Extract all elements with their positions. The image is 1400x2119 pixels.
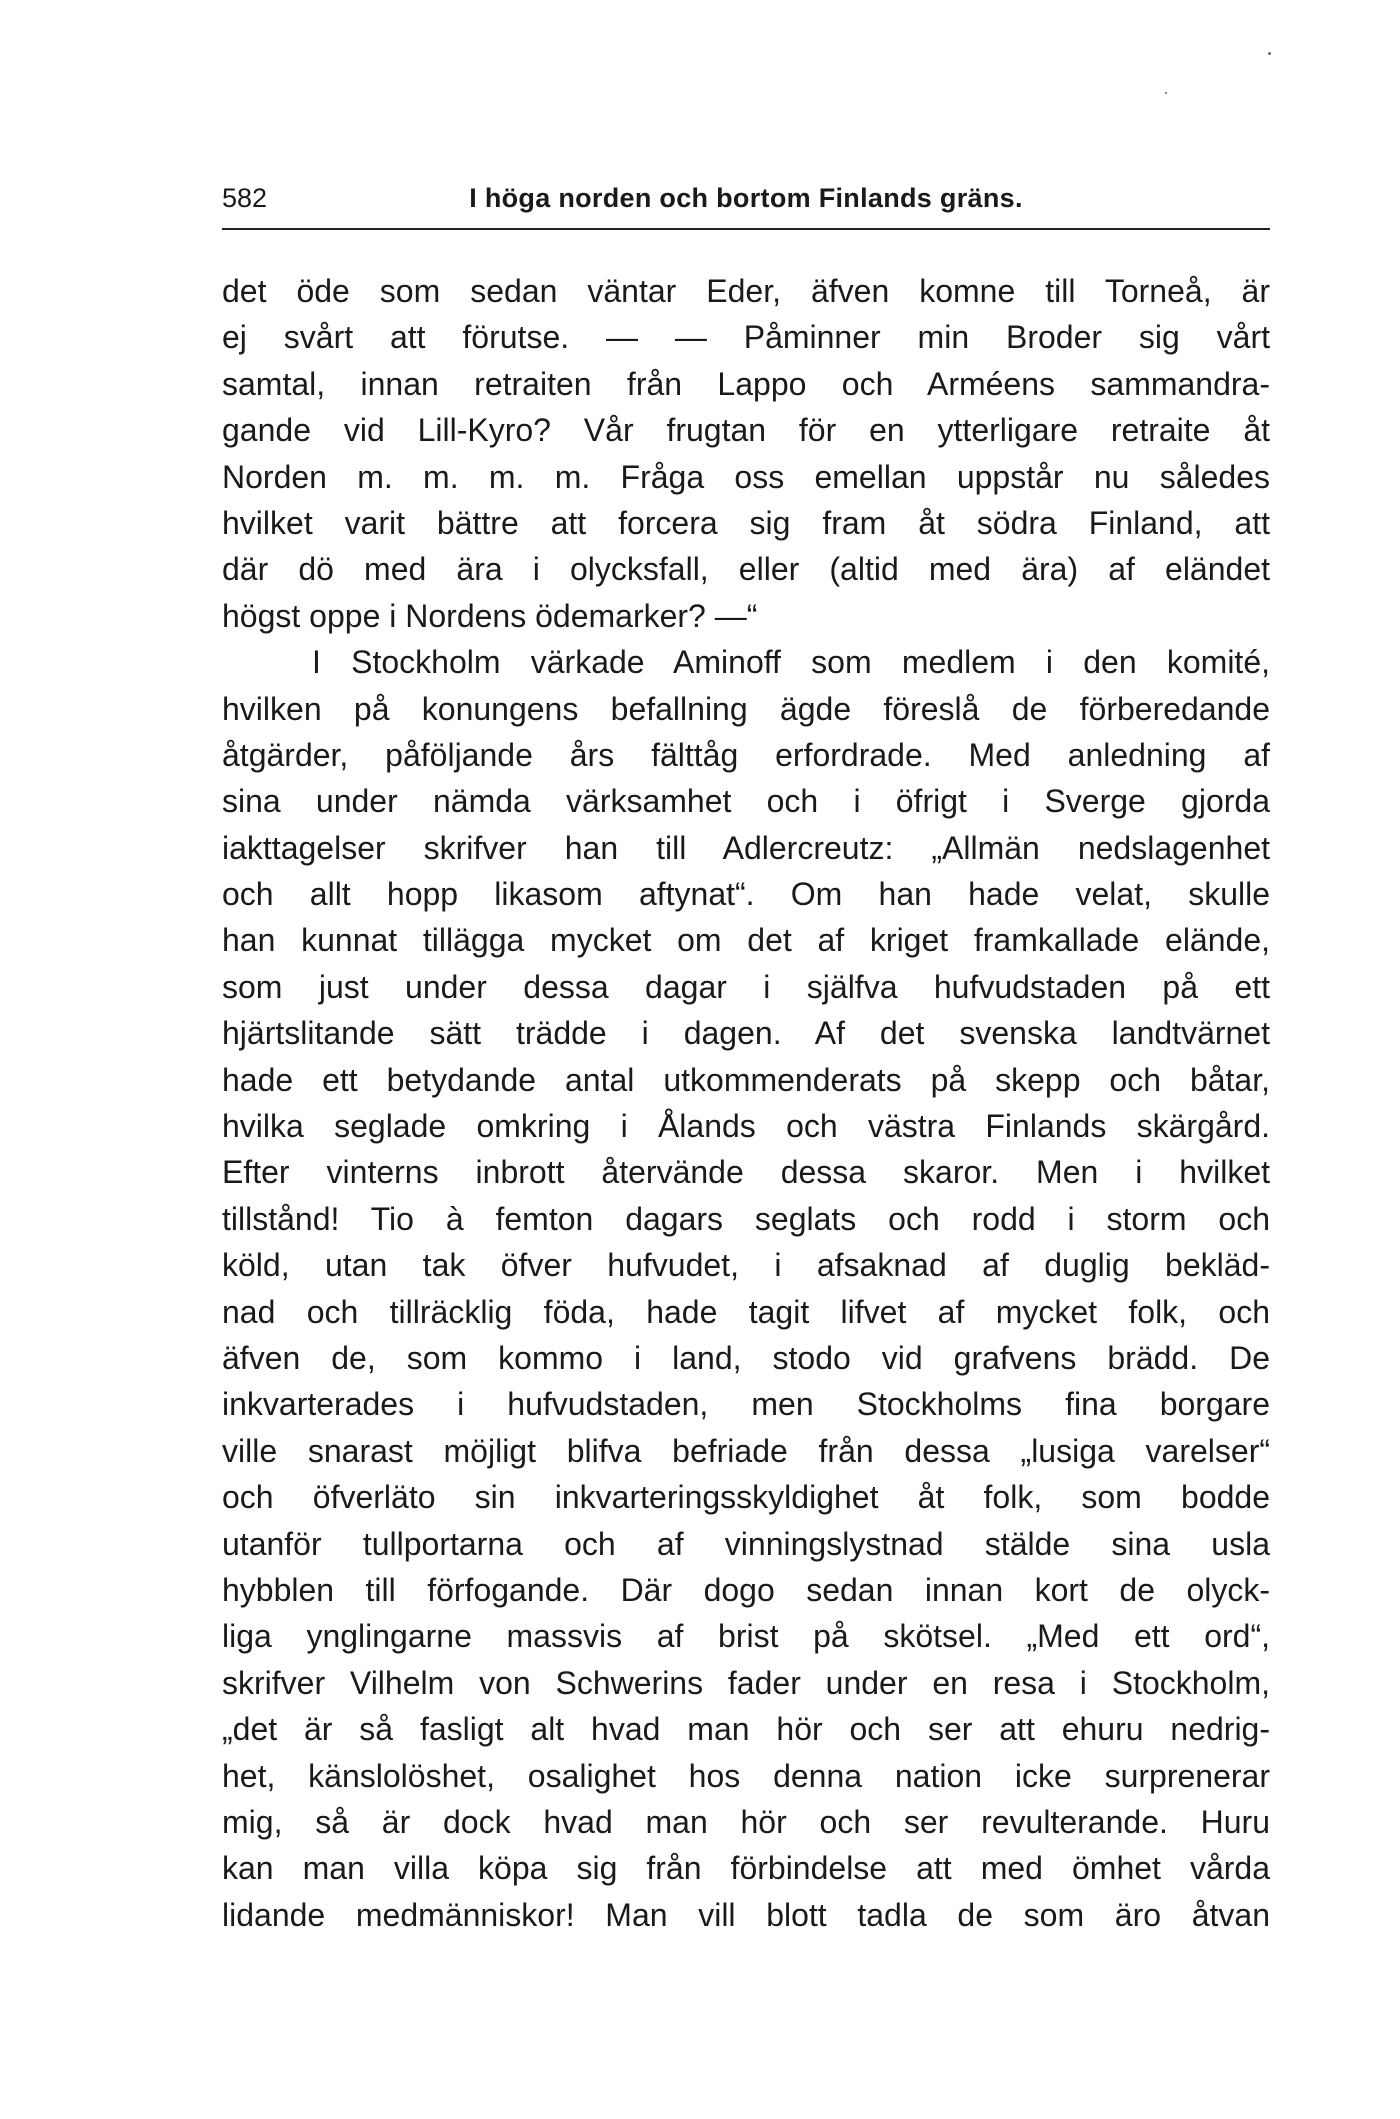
text-line: hvilka seglade omkring i Ålands och västra Finlands skärgård. [222,1108,1270,1145]
text-line: lidande medmänniskor! Man vill blott tadla de som äro åtvan [222,1896,1270,1933]
text-line: ville snarast möjligt blifva befriade från dessa „lusiga varelser“ [222,1432,1270,1469]
text-line: kan man villa köpa sig från förbindelse att med ömhet vårda [222,1850,1270,1887]
paper-speck [1268,52,1271,55]
text-line: Norden m. m. m. m. Fråga oss emellan uppstår nu således [222,458,1270,495]
text-line: gande vid Lill-Kyro? Vår frugtan för en ytterligare retraite åt [222,412,1270,449]
text-line: „det är så fasligt alt hvad man hör och ser att ehuru nedrig- [222,1711,1270,1748]
text-line: som just under dessa dagar i själfva hufvudstaden på ett [222,968,1270,1005]
text-line: hvilken på konungens befallning ägde föreslå de förberedande [222,690,1270,727]
text-line: I Stockholm värkade Aminoff som medlem i den komité, [312,644,1270,681]
header-rule [222,228,1270,230]
text-line: åtgärder, påföljande års fälttåg erfordrade. Med anledning af [222,736,1270,773]
text-line: och öfverläto sin inkvarteringsskyldighet åt folk, som bodde [222,1479,1270,1516]
text-line: sina under nämda värksamhet och i öfrigt i Sverge gjorda [222,783,1270,820]
text-line: Efter vinterns inbrott återvände dessa skaror. Men i hvilket [222,1154,1270,1191]
page-number: 582 [222,183,268,213]
text-line: köld, utan tak öfver hufvudet, i afsaknad af duglig bekläd- [222,1247,1270,1284]
text-line: äfven de, som kommo i land, stodo vid grafvens brädd. De [222,1339,1270,1376]
text-line: utanför tullportarna och af vinningslystnad stälde sina usla [222,1525,1270,1562]
text-line: iakttagelser skrifver han till Adlercreutz: „Allmän nedslagenhet [222,829,1270,866]
text-line: han kunnat tillägga mycket om det af kriget framkallade elände, [222,922,1270,959]
running-title: I höga norden och bortom Finlands gräns. [469,183,1023,213]
running-head [222,178,1270,218]
text-line: hjärtslitande sätt trädde i dagen. Af det svenska landtvärnet [222,1015,1270,1052]
body-text [222,268,1270,1938]
text-line: skrifver Vilhelm von Schwerins fader under en resa i Stockholm, [222,1664,1270,1701]
text-line: mig, så är dock hvad man hör och ser revulterande. Huru [222,1803,1270,1840]
text-line: det öde som sedan väntar Eder, äfven komne till Torneå, är [222,273,1270,309]
text-line: inkvarterades i hufvudstaden, men Stockholms fina borgare [222,1386,1270,1423]
text-line: samtal, innan retraiten från Lappo och Arméens sammandra- [222,365,1270,402]
text-line: hade ett betydande antal utkommenderats på skepp och båtar, [222,1061,1270,1098]
paper-speck [1165,92,1167,94]
text-line: och allt hopp likasom aftynat“. Om han hade velat, skulle [222,876,1270,913]
text-line: där dö med ära i olycksfall, eller (altid med ära) af eländet [222,551,1270,588]
text-line: liga ynglingarne massvis af brist på skötsel. „Med ett ord“, [222,1618,1270,1655]
text-line: hybblen till förfogande. Där dogo sedan innan kort de olyck- [222,1571,1270,1608]
text-line: tillstånd! Tio à femton dagars seglats och rodd i storm och [222,1200,1270,1237]
text-line: het, känslolöshet, osalighet hos denna nation icke surprenerar [222,1757,1270,1794]
text-line: ej svårt att förutse. — — Påminner min Broder sig vårt [222,319,1270,356]
text-line: hvilket varit bättre att forcera sig fram åt södra Finland, att [222,504,1270,541]
text-line: högst oppe i Nordens ödemarker? —“ [222,597,758,634]
text-line: nad och tillräcklig föda, hade tagit lifvet af mycket folk, och [222,1293,1270,1330]
